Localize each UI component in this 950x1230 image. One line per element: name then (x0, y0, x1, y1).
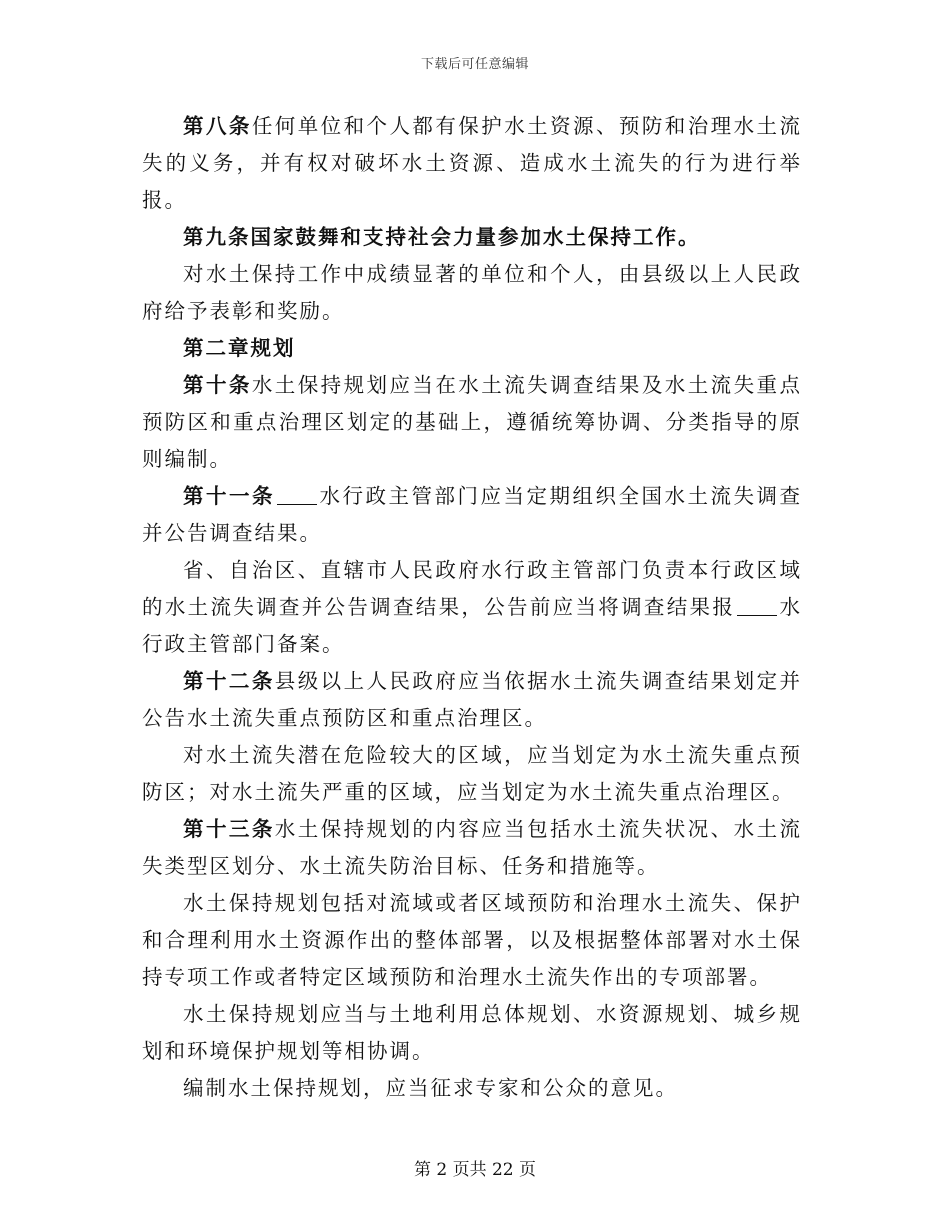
paragraph-text: 水土保持规划包括对流域或者区域预防和治理水土流失、保护和合理利用水土资源作出的整体部署，以及根据整体部署对水土保持专项工作或者特定区域预防和治理水土流失作出的专项部署。 (142, 891, 802, 989)
paragraph-text: 水行政主管部门备案。 (142, 595, 803, 656)
paragraph-text: 对水土保持工作中成绩显著的单位和个人，由县级以上人民政府给予表彰和奖励。 (142, 262, 802, 323)
article-13-text: 水土保持规划的内容应当包括水土流失状况、水土流失类型区划分、水土流失防治目标、任务和措施等。 (142, 817, 803, 878)
paragraph-text: 编制水土保持规划，应当征求专家和公众的意见。 (183, 1076, 678, 1100)
article-12-text: 县级以上人民政府应当依据水土流失调查结果划定并公告水土流失重点预防区和重点治理区。 (142, 669, 803, 730)
article-10 (142, 367, 802, 478)
article-13-para-3 (142, 996, 802, 1070)
paragraph-text: 省、自治区、直辖市人民政府水行政主管部门负责本行政区域的水土流失调查并公告调查结果，公告前应当将调查结果报 (142, 558, 802, 619)
article-11-text: 水行政主管部门应当定期组织全国水土流失调查并公告调查结果。 (142, 484, 802, 545)
article-12-title: 第十二条 (183, 669, 275, 693)
article-12-para-2 (142, 737, 802, 811)
article-9-text: 第九条国家鼓舞和支持社会力量参加水土保持工作。 (183, 225, 701, 249)
article-13-para-4 (142, 1070, 802, 1107)
article-13-title: 第十三条 (183, 817, 275, 841)
article-8 (142, 108, 802, 219)
page-footer: 第 2 页共 22 页 (413, 1160, 537, 1180)
article-10-title: 第十条 (183, 373, 252, 397)
blank-underline (737, 595, 777, 616)
article-12 (142, 663, 802, 737)
article-13-para-2 (142, 885, 802, 996)
article-11-para-2 (142, 552, 802, 663)
document-body (142, 108, 802, 1107)
article-13 (142, 811, 802, 885)
article-11 (142, 478, 802, 552)
blank-underline (277, 484, 317, 505)
article-8-title: 第八条 (183, 114, 252, 138)
paragraph-text: 对水土流失潜在危险较大的区域，应当划定为水土流失重点预防区；对水土流失严重的区域，应当划定为水土流失重点治理区。 (142, 743, 802, 804)
page-header: 下载后可任意编辑 (420, 57, 529, 72)
article-10-text: 水土保持规划应当在水土流失调查结果及水土流失重点预防区和重点治理区划定的基础上，遵循统筹协调、分类指导的原则编制。 (142, 373, 802, 471)
chapter-2-heading (142, 330, 802, 367)
article-9 (142, 219, 802, 256)
article-8-text: 任何单位和个人都有保护水土资源、预防和治理水土流失的义务，并有权对破坏水土资源、造成水土流失的行为进行举报。 (142, 114, 802, 212)
article-11-title: 第十一条 (183, 484, 275, 508)
chapter-title: 第二章规划 (183, 336, 296, 360)
paragraph-text: 水土保持规划应当与土地利用总体规划、水资源规划、城乡规划和环境保护规划等相协调。 (142, 1002, 802, 1063)
article-9-para-2 (142, 256, 802, 330)
